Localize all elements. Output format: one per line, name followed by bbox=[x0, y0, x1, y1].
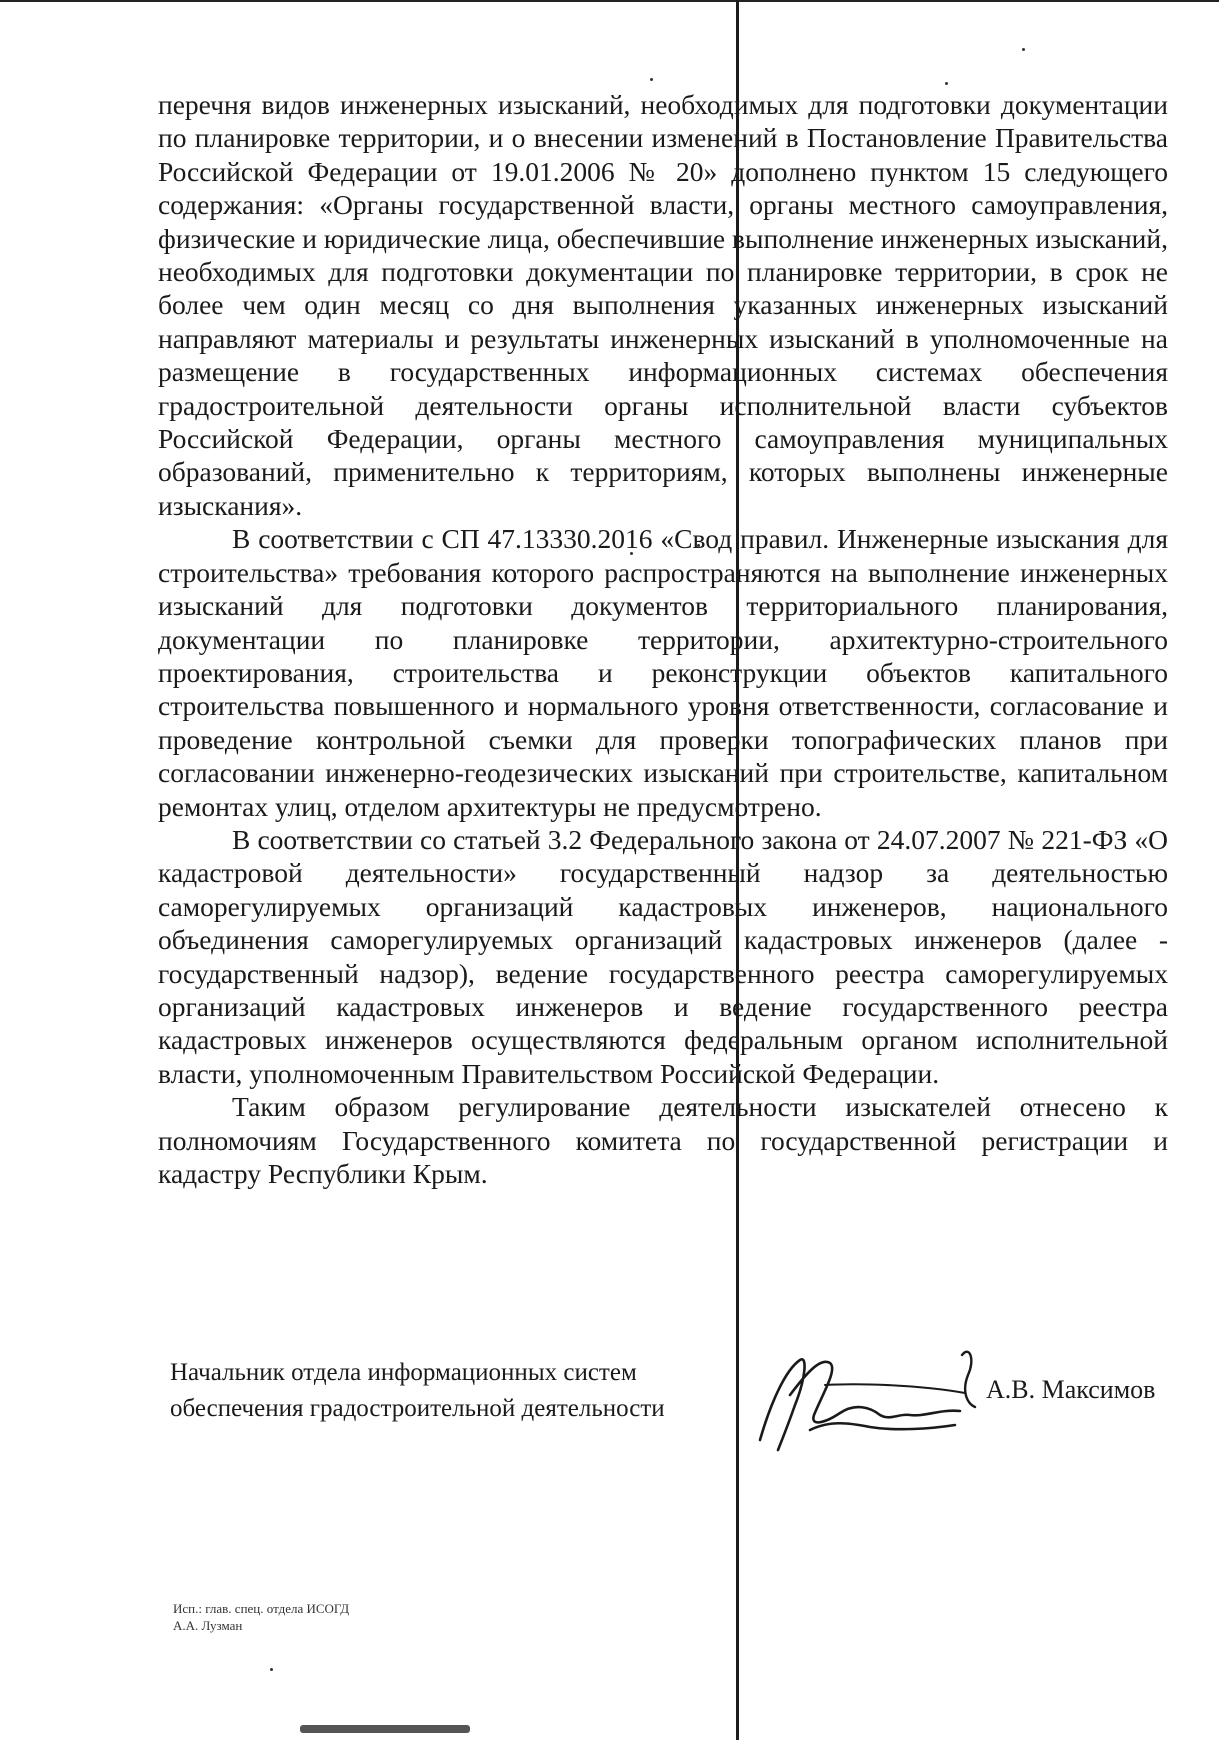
signatory-title-line: Начальник отдела информационных систем bbox=[170, 1359, 637, 1386]
executor-name: А.А. Лузман bbox=[173, 1618, 243, 1633]
handwritten-signature bbox=[730, 1335, 990, 1465]
signatory-name: А.В. Максимов bbox=[986, 1375, 1156, 1404]
body-paragraph: Таким образом регулирование деятельности изыскателей отнесено к полномочиям Государственного комитета по государственной регистрации и кадастру Республики Крым. bbox=[158, 1091, 1168, 1189]
scan-speck bbox=[270, 1668, 273, 1671]
signature-block bbox=[170, 1355, 1180, 1475]
body-paragraph: В соответствии с СП 47.13330.2016 «Свод правил. Инженерные изыскания для строительства» требования которого распространяются на выполнение инженерных изысканий для подготовки документов территориального планирования, документации по планировке территории, архитектурно-строительного проектирования, строительства и реконструкции объектов капитального строительства повышенного и нормального уровня ответственности, согласование и проведение контрольной съемки для проверки топографических планов при согласовании инженерно-геодезических изысканий при строительстве, капитальном ремонтах улиц, отделом архитектуры не предусмотрено. bbox=[158, 523, 1168, 822]
signatory-title-line: обеспечения градостроительной деятельности bbox=[170, 1395, 665, 1422]
scan-smudge bbox=[300, 1725, 470, 1733]
signatory-title bbox=[170, 1355, 770, 1427]
body-paragraph: В соответствии со статьей 3.2 Федерального закона от 24.07.2007 № 221-ФЗ «О кадастровой деятельности» государственный надзор за деятельностью саморегулируемых организаций кадастровых инженеров, национального объединения саморегулируемых организаций кадастровых инженеров (далее - государственный надзор), ведение государственного реестра саморегулируемых организаций кадастровых инженеров и ведение государственного реестра кадастровых инженеров осуществляются федеральным органом исполнительной власти, уполномоченным Правительством Российской Федерации. bbox=[158, 823, 1168, 1089]
scan-speck bbox=[650, 78, 653, 81]
scan-speck bbox=[945, 82, 948, 85]
letter-body bbox=[158, 88, 1168, 1190]
body-paragraph: перечня видов инженерных изысканий, необходимых для подготовки документации по планировке территории, и о внесении изменений в Постановление Правительства Российской Федерации от 19.01.2006 № 20» дополнено пунктом 15 следующего содержания: «Органы государственной власти, органы местного самоуправления, физические и юридические лица, обеспечившие выполнение инженерных изысканий, необходимых для подготовки документации по планировке территории, в срок не более чем один месяц со дня выполнения указанных инженерных изысканий направляют материалы и результаты инженерных изысканий в уполномоченные на размещение в государственных информационных системах обеспечения градостроительной деятельности органы исполнительной власти субъектов Российской Федерации, органы местного самоуправления муниципальных образований, применительно к территориям, которых выполнены инженерные изыскания». bbox=[158, 89, 1168, 521]
executor-position: Исп.: глав. спец. отдела ИСОГД bbox=[173, 1601, 350, 1616]
scan-top-edge bbox=[0, 0, 1219, 2]
scan-speck bbox=[1022, 48, 1025, 51]
executor-note bbox=[173, 1600, 349, 1634]
